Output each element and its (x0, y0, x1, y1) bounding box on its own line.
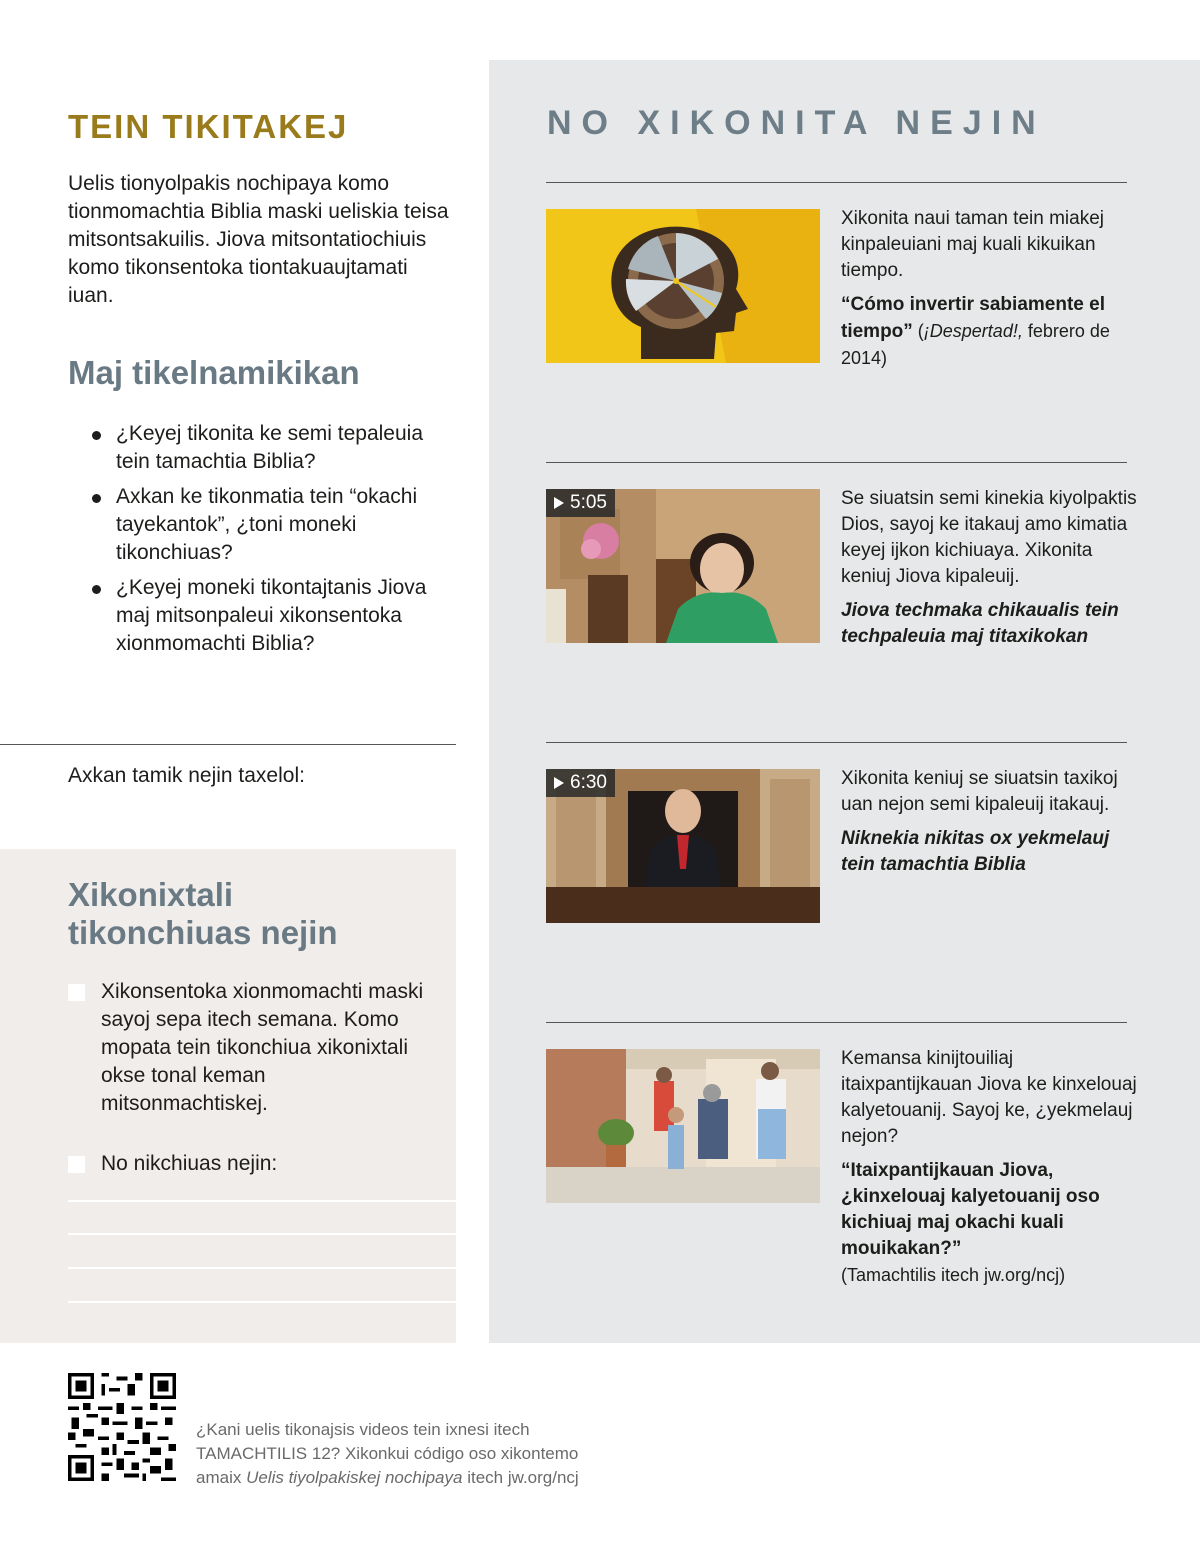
article-thumbnail[interactable] (546, 1049, 820, 1203)
qr-code-icon[interactable] (68, 1373, 176, 1481)
divider (546, 1022, 1127, 1023)
video-duration-badge: 6:30 (546, 769, 615, 797)
video-title-link[interactable]: Niknekia nikitas ox yekmelauj tein tamachtia Biblia (841, 828, 1110, 875)
play-icon (554, 777, 564, 789)
family-greeting-photo (546, 1049, 820, 1203)
article-title-link[interactable]: “Itaixpantijkauan Jiova, ¿kinxelouaj kalyetouanij oso kichiuaj maj okachi kuali mouikakan?” (841, 1160, 1100, 1259)
play-icon (554, 497, 564, 509)
bullet-icon (92, 431, 101, 440)
video-thumbnail[interactable] (546, 769, 820, 923)
footer-note: ¿Kani uelis tikonajsis videos tein ixnesi itech TAMACHTILIS 12? Xikonkui código oso xikontemo amaix Uelis tiyolpakiskej nochipaya itech jw.org/ncj (196, 1420, 579, 1487)
checkbox-icon[interactable] (68, 984, 85, 1001)
goal-heading: Xikonixtali tikonchiuas nejin (68, 876, 338, 951)
section-title: TEIN TIKITAKEJ (68, 108, 349, 145)
divider (546, 742, 1127, 743)
article-description-block: Xikonita naui taman tein miakej kinpaleuiani maj kuali kikuikan tiempo. “Cómo invertir sabiamente el tiempo” (¡Despertad!, febrero de 2014) (841, 206, 1141, 372)
website-link[interactable]: itech jw.org/ncj (462, 1468, 579, 1487)
write-line[interactable] (68, 1233, 456, 1235)
intro-paragraph: Uelis tionyolpakis nochipaya komo tionmomachtia Biblia maski ueliskia teisa mitsontsakuilis. Jiova mitsontatiochiuis komo tikonsentoka tiontakuaujtamati iuan. (68, 172, 449, 307)
review-question: Axkan ke tikonmatia tein “okachi tayekantok”, ¿toni moneki tikonchiuas? (90, 483, 460, 567)
write-line[interactable] (68, 1267, 456, 1269)
article-description-block: Kemansa kinijtouiliaj itaixpantijkauan Jiova ke kinxelouaj kalyetouanij. Sayoj ke, ¿yekmelauj nejon? “Itaixpantijkauan Jiova, ¿kinxelouaj kalyetouanij oso kichiuaj maj okachi kuali mouikakan?” (Tamachtilis itech jw.org/ncj) (841, 1046, 1141, 1288)
completion-date-label: Axkan tamik nejin taxelol: (68, 764, 305, 787)
video-title-link[interactable]: Jiova techmaka chikaualis tein techpaleuia maj titaxikokan (841, 600, 1119, 647)
video-duration-badge: 5:05 (546, 489, 615, 517)
write-line[interactable] (68, 1301, 456, 1303)
review-question: ¿Keyej moneki tikontajtanis Jiova maj mitsonpaleui xikonsentoka xionmomachti Biblia? (90, 574, 460, 658)
goal-checkbox-item[interactable]: Xikonsentoka xionmomachti maski sayoj sepa itech semana. Komo mopata tein tikonchiua xikonixtali okse tonal keman mitsonmachtiskej. (68, 978, 428, 1118)
bullet-icon (92, 585, 101, 594)
divider (546, 182, 1127, 183)
checkbox-icon[interactable] (68, 1156, 85, 1173)
bullet-icon (92, 494, 101, 503)
explore-heading: NO XIKONITA NEJIN (547, 104, 1046, 142)
article-reference[interactable]: “Cómo invertir sabiamente el tiempo” (¡Despertad!, febrero de 2014) (841, 294, 1110, 368)
article-thumbnail[interactable] (546, 209, 820, 363)
video-description-block: Se siuatsin semi kinekia kiyolpaktis Dios, sayoj ke itakauj amo kimatia keyej ijkon kichiuaya. Xikonita keniuj Jiova kipaleuij. Jiova techmaka chikaualis tein techpaleuia maj titaxikokan (841, 486, 1141, 650)
head-clock-illustration (546, 209, 820, 363)
video-description-block: Xikonita keniuj se siuatsin taxikoj uan nejon semi kipaleuij itakauj. Niknekia nikitas ox yekmelauj tein tamachtia Biblia (841, 766, 1141, 878)
review-questions (90, 420, 460, 665)
divider (546, 462, 1127, 463)
review-question: ¿Keyej tikonita ke semi tepaleuia tein tamachtia Biblia? (90, 420, 460, 476)
brochure-title: Uelis tiyolpakiskej nochipaya (246, 1468, 463, 1487)
goal-checkbox-item[interactable]: No nikchiuas nejin: (68, 1150, 428, 1178)
divider (0, 744, 456, 745)
remember-heading: Maj tikelnamikikan (68, 354, 360, 391)
article-note: (Tamachtilis itech jw.org/ncj) (841, 1265, 1066, 1285)
write-line[interactable] (68, 1200, 456, 1202)
video-thumbnail[interactable] (546, 489, 820, 643)
